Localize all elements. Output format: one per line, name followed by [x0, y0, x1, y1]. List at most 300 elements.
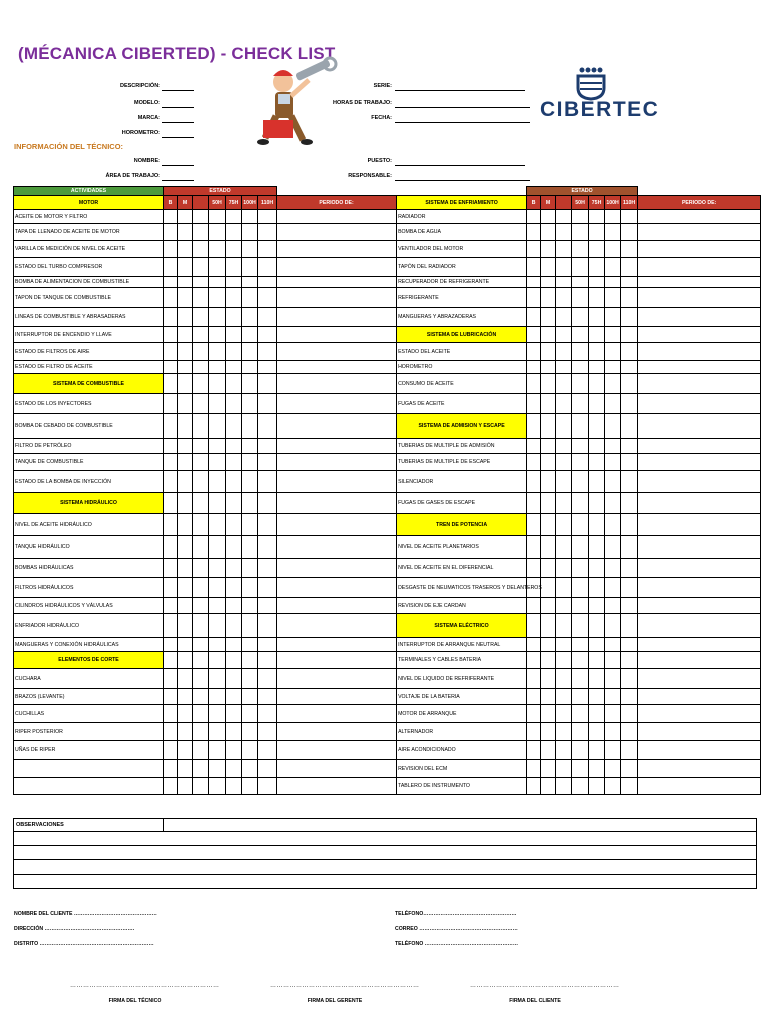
- right-check-cell[interactable]: [638, 514, 761, 536]
- left-check-cell[interactable]: [193, 210, 209, 224]
- right-check-cell[interactable]: [638, 638, 761, 652]
- left-check-cell[interactable]: [164, 361, 178, 374]
- right-check-cell[interactable]: [621, 343, 638, 361]
- right-check-cell[interactable]: [541, 705, 556, 723]
- right-check-cell[interactable]: [605, 493, 621, 514]
- right-check-cell[interactable]: [572, 327, 589, 343]
- client-nombre[interactable]: NOMBRE DEL CLIENTE …………………………………………: [14, 911, 157, 917]
- right-check-cell[interactable]: [638, 414, 761, 439]
- right-check-cell[interactable]: [527, 327, 541, 343]
- right-check-cell[interactable]: [638, 669, 761, 689]
- horas-trabajo-field[interactable]: [395, 100, 530, 108]
- right-check-cell[interactable]: [527, 514, 541, 536]
- left-check-cell[interactable]: [164, 741, 178, 760]
- right-check-cell[interactable]: [527, 361, 541, 374]
- right-check-cell[interactable]: [556, 514, 572, 536]
- right-check-cell[interactable]: [605, 439, 621, 454]
- right-check-cell[interactable]: [638, 578, 761, 598]
- right-check-cell[interactable]: [638, 723, 761, 741]
- left-check-cell[interactable]: [226, 559, 242, 578]
- left-check-cell[interactable]: [277, 669, 397, 689]
- right-check-cell[interactable]: [572, 374, 589, 394]
- left-check-cell[interactable]: [258, 394, 277, 414]
- right-check-cell[interactable]: [589, 374, 605, 394]
- left-check-cell[interactable]: [277, 536, 397, 559]
- left-check-cell[interactable]: [242, 288, 258, 308]
- left-check-cell[interactable]: [178, 598, 193, 614]
- left-check-cell[interactable]: [209, 514, 226, 536]
- left-check-cell[interactable]: [164, 414, 178, 439]
- right-check-cell[interactable]: [556, 760, 572, 778]
- left-check-cell[interactable]: [258, 514, 277, 536]
- left-check-cell[interactable]: [164, 652, 178, 669]
- right-check-cell[interactable]: [556, 723, 572, 741]
- right-check-cell[interactable]: [638, 559, 761, 578]
- left-check-cell[interactable]: [164, 669, 178, 689]
- right-check-cell[interactable]: [527, 741, 541, 760]
- left-check-cell[interactable]: [209, 343, 226, 361]
- right-check-cell[interactable]: [605, 308, 621, 327]
- right-check-cell[interactable]: [556, 361, 572, 374]
- left-check-cell[interactable]: [209, 652, 226, 669]
- right-check-cell[interactable]: [556, 638, 572, 652]
- right-check-cell[interactable]: [541, 308, 556, 327]
- left-check-cell[interactable]: [242, 374, 258, 394]
- left-check-cell[interactable]: [242, 493, 258, 514]
- right-check-cell[interactable]: [621, 414, 638, 439]
- left-check-cell[interactable]: [242, 778, 258, 795]
- left-check-cell[interactable]: [258, 288, 277, 308]
- left-check-cell[interactable]: [209, 705, 226, 723]
- right-check-cell[interactable]: [621, 471, 638, 493]
- left-check-cell[interactable]: [226, 454, 242, 471]
- left-check-cell[interactable]: [226, 414, 242, 439]
- left-check-cell[interactable]: [193, 741, 209, 760]
- right-check-cell[interactable]: [556, 439, 572, 454]
- left-check-cell[interactable]: [193, 288, 209, 308]
- right-check-cell[interactable]: [605, 258, 621, 277]
- left-check-cell[interactable]: [258, 361, 277, 374]
- right-check-cell[interactable]: [572, 638, 589, 652]
- right-check-cell[interactable]: [556, 288, 572, 308]
- right-check-cell[interactable]: [605, 669, 621, 689]
- left-check-cell[interactable]: [209, 778, 226, 795]
- right-check-cell[interactable]: [527, 414, 541, 439]
- right-check-cell[interactable]: [638, 288, 761, 308]
- left-check-cell[interactable]: [164, 210, 178, 224]
- left-check-cell[interactable]: [209, 394, 226, 414]
- right-check-cell[interactable]: [638, 361, 761, 374]
- left-check-cell[interactable]: [242, 439, 258, 454]
- left-check-cell[interactable]: [178, 241, 193, 258]
- left-check-cell[interactable]: [193, 638, 209, 652]
- left-check-cell[interactable]: [178, 578, 193, 598]
- left-check-cell[interactable]: [258, 638, 277, 652]
- right-check-cell[interactable]: [605, 414, 621, 439]
- left-check-cell[interactable]: [258, 669, 277, 689]
- right-check-cell[interactable]: [638, 327, 761, 343]
- left-check-cell[interactable]: [226, 224, 242, 241]
- right-check-cell[interactable]: [621, 394, 638, 414]
- right-check-cell[interactable]: [621, 778, 638, 795]
- right-check-cell[interactable]: [621, 308, 638, 327]
- left-check-cell[interactable]: [164, 439, 178, 454]
- right-check-cell[interactable]: [556, 669, 572, 689]
- left-check-cell[interactable]: [226, 361, 242, 374]
- left-check-cell[interactable]: [209, 308, 226, 327]
- left-check-cell[interactable]: [193, 224, 209, 241]
- right-check-cell[interactable]: [572, 493, 589, 514]
- left-check-cell[interactable]: [164, 224, 178, 241]
- left-check-cell[interactable]: [258, 614, 277, 638]
- left-check-cell[interactable]: [242, 454, 258, 471]
- signature-line-tecnico[interactable]: ……………………………………………………………: [70, 983, 220, 989]
- right-check-cell[interactable]: [605, 454, 621, 471]
- left-check-cell[interactable]: [277, 638, 397, 652]
- left-check-cell[interactable]: [164, 493, 178, 514]
- right-check-cell[interactable]: [527, 778, 541, 795]
- left-check-cell[interactable]: [226, 778, 242, 795]
- right-check-cell[interactable]: [589, 394, 605, 414]
- right-check-cell[interactable]: [589, 536, 605, 559]
- right-check-cell[interactable]: [572, 614, 589, 638]
- right-check-cell[interactable]: [541, 652, 556, 669]
- left-check-cell[interactable]: [242, 361, 258, 374]
- left-check-cell[interactable]: [178, 439, 193, 454]
- left-check-cell[interactable]: [226, 374, 242, 394]
- left-check-cell[interactable]: [209, 559, 226, 578]
- right-check-cell[interactable]: [589, 288, 605, 308]
- left-check-cell[interactable]: [242, 308, 258, 327]
- left-check-cell[interactable]: [226, 598, 242, 614]
- left-check-cell[interactable]: [209, 689, 226, 705]
- left-check-cell[interactable]: [193, 598, 209, 614]
- left-check-cell[interactable]: [277, 308, 397, 327]
- left-check-cell[interactable]: [178, 741, 193, 760]
- left-check-cell[interactable]: [209, 614, 226, 638]
- left-check-cell[interactable]: [258, 778, 277, 795]
- left-check-cell[interactable]: [178, 723, 193, 741]
- left-check-cell[interactable]: [258, 652, 277, 669]
- left-check-cell[interactable]: [178, 454, 193, 471]
- left-check-cell[interactable]: [258, 723, 277, 741]
- left-check-cell[interactable]: [193, 394, 209, 414]
- right-check-cell[interactable]: [605, 536, 621, 559]
- left-check-cell[interactable]: [209, 598, 226, 614]
- right-check-cell[interactable]: [572, 394, 589, 414]
- right-check-cell[interactable]: [605, 598, 621, 614]
- right-check-cell[interactable]: [638, 258, 761, 277]
- right-check-cell[interactable]: [638, 652, 761, 669]
- right-check-cell[interactable]: [527, 536, 541, 559]
- left-check-cell[interactable]: [178, 614, 193, 638]
- puesto-field[interactable]: [395, 158, 525, 166]
- right-check-cell[interactable]: [638, 760, 761, 778]
- right-check-cell[interactable]: [527, 439, 541, 454]
- right-check-cell[interactable]: [605, 689, 621, 705]
- right-check-cell[interactable]: [541, 471, 556, 493]
- left-check-cell[interactable]: [258, 471, 277, 493]
- right-check-cell[interactable]: [527, 308, 541, 327]
- left-check-cell[interactable]: [277, 258, 397, 277]
- client-telefono-2[interactable]: TELÉFONO ………………………………………………: [395, 941, 519, 947]
- right-check-cell[interactable]: [638, 308, 761, 327]
- left-check-cell[interactable]: [164, 760, 178, 778]
- signature-line-cliente[interactable]: ……………………………………………………………: [470, 983, 620, 989]
- left-check-cell[interactable]: [258, 277, 277, 288]
- right-check-cell[interactable]: [589, 741, 605, 760]
- left-check-cell[interactable]: [242, 224, 258, 241]
- left-check-cell[interactable]: [277, 277, 397, 288]
- left-check-cell[interactable]: [242, 327, 258, 343]
- right-check-cell[interactable]: [556, 778, 572, 795]
- left-check-cell[interactable]: [258, 705, 277, 723]
- left-check-cell[interactable]: [277, 514, 397, 536]
- descripcion-field[interactable]: [162, 83, 194, 91]
- right-check-cell[interactable]: [638, 778, 761, 795]
- left-check-cell[interactable]: [164, 723, 178, 741]
- right-check-cell[interactable]: [638, 689, 761, 705]
- left-check-cell[interactable]: [277, 361, 397, 374]
- left-check-cell[interactable]: [258, 327, 277, 343]
- right-check-cell[interactable]: [589, 514, 605, 536]
- right-check-cell[interactable]: [621, 723, 638, 741]
- right-check-cell[interactable]: [527, 241, 541, 258]
- right-check-cell[interactable]: [621, 439, 638, 454]
- right-check-cell[interactable]: [572, 414, 589, 439]
- right-check-cell[interactable]: [572, 689, 589, 705]
- right-check-cell[interactable]: [589, 598, 605, 614]
- left-check-cell[interactable]: [258, 689, 277, 705]
- left-check-cell[interactable]: [178, 361, 193, 374]
- left-check-cell[interactable]: [277, 414, 397, 439]
- left-check-cell[interactable]: [242, 705, 258, 723]
- right-check-cell[interactable]: [589, 224, 605, 241]
- observaciones-line-1[interactable]: [14, 832, 757, 846]
- left-check-cell[interactable]: [178, 224, 193, 241]
- left-check-cell[interactable]: [178, 343, 193, 361]
- left-check-cell[interactable]: [164, 308, 178, 327]
- right-check-cell[interactable]: [589, 614, 605, 638]
- left-check-cell[interactable]: [178, 394, 193, 414]
- right-check-cell[interactable]: [605, 741, 621, 760]
- right-check-cell[interactable]: [638, 241, 761, 258]
- right-check-cell[interactable]: [589, 439, 605, 454]
- left-check-cell[interactable]: [209, 760, 226, 778]
- right-check-cell[interactable]: [605, 210, 621, 224]
- left-check-cell[interactable]: [164, 288, 178, 308]
- left-check-cell[interactable]: [226, 689, 242, 705]
- left-check-cell[interactable]: [193, 652, 209, 669]
- right-check-cell[interactable]: [572, 241, 589, 258]
- client-correo[interactable]: CORREO …………………………………………………: [395, 926, 518, 932]
- right-check-cell[interactable]: [638, 493, 761, 514]
- left-check-cell[interactable]: [258, 741, 277, 760]
- nombre-field[interactable]: [162, 158, 194, 166]
- right-check-cell[interactable]: [605, 652, 621, 669]
- right-check-cell[interactable]: [605, 559, 621, 578]
- left-check-cell[interactable]: [226, 614, 242, 638]
- right-check-cell[interactable]: [541, 614, 556, 638]
- left-check-cell[interactable]: [193, 343, 209, 361]
- right-check-cell[interactable]: [621, 210, 638, 224]
- left-check-cell[interactable]: [277, 241, 397, 258]
- right-check-cell[interactable]: [556, 308, 572, 327]
- right-check-cell[interactable]: [572, 277, 589, 288]
- left-check-cell[interactable]: [178, 471, 193, 493]
- right-check-cell[interactable]: [556, 454, 572, 471]
- left-check-cell[interactable]: [193, 559, 209, 578]
- left-check-cell[interactable]: [242, 241, 258, 258]
- right-check-cell[interactable]: [605, 241, 621, 258]
- right-check-cell[interactable]: [589, 705, 605, 723]
- right-check-cell[interactable]: [621, 514, 638, 536]
- right-check-cell[interactable]: [621, 288, 638, 308]
- left-check-cell[interactable]: [193, 578, 209, 598]
- right-check-cell[interactable]: [572, 288, 589, 308]
- right-check-cell[interactable]: [605, 723, 621, 741]
- left-check-cell[interactable]: [242, 578, 258, 598]
- right-check-cell[interactable]: [638, 343, 761, 361]
- right-check-cell[interactable]: [556, 493, 572, 514]
- right-check-cell[interactable]: [541, 343, 556, 361]
- right-check-cell[interactable]: [572, 343, 589, 361]
- left-check-cell[interactable]: [242, 559, 258, 578]
- right-check-cell[interactable]: [527, 493, 541, 514]
- left-check-cell[interactable]: [277, 327, 397, 343]
- left-check-cell[interactable]: [277, 741, 397, 760]
- right-check-cell[interactable]: [605, 343, 621, 361]
- right-check-cell[interactable]: [572, 361, 589, 374]
- left-check-cell[interactable]: [178, 493, 193, 514]
- right-check-cell[interactable]: [621, 277, 638, 288]
- right-check-cell[interactable]: [621, 241, 638, 258]
- left-check-cell[interactable]: [164, 258, 178, 277]
- right-check-cell[interactable]: [621, 705, 638, 723]
- right-check-cell[interactable]: [556, 241, 572, 258]
- left-check-cell[interactable]: [242, 343, 258, 361]
- left-check-cell[interactable]: [242, 277, 258, 288]
- right-check-cell[interactable]: [638, 210, 761, 224]
- left-check-cell[interactable]: [226, 210, 242, 224]
- right-check-cell[interactable]: [527, 258, 541, 277]
- left-check-cell[interactable]: [164, 689, 178, 705]
- left-check-cell[interactable]: [178, 536, 193, 559]
- right-check-cell[interactable]: [621, 493, 638, 514]
- right-check-cell[interactable]: [638, 598, 761, 614]
- right-check-cell[interactable]: [572, 308, 589, 327]
- right-check-cell[interactable]: [541, 559, 556, 578]
- right-check-cell[interactable]: [605, 760, 621, 778]
- right-check-cell[interactable]: [589, 277, 605, 288]
- right-check-cell[interactable]: [527, 598, 541, 614]
- right-check-cell[interactable]: [572, 514, 589, 536]
- right-check-cell[interactable]: [556, 343, 572, 361]
- left-check-cell[interactable]: [209, 638, 226, 652]
- left-check-cell[interactable]: [178, 414, 193, 439]
- left-check-cell[interactable]: [164, 578, 178, 598]
- left-check-cell[interactable]: [164, 374, 178, 394]
- right-check-cell[interactable]: [589, 689, 605, 705]
- left-check-cell[interactable]: [226, 471, 242, 493]
- right-check-cell[interactable]: [541, 669, 556, 689]
- right-check-cell[interactable]: [541, 760, 556, 778]
- client-telefono-1[interactable]: TELÉFONO………………………………………………: [395, 911, 517, 917]
- right-check-cell[interactable]: [621, 689, 638, 705]
- right-check-cell[interactable]: [556, 414, 572, 439]
- right-check-cell[interactable]: [556, 652, 572, 669]
- right-check-cell[interactable]: [621, 536, 638, 559]
- right-check-cell[interactable]: [621, 741, 638, 760]
- left-check-cell[interactable]: [178, 705, 193, 723]
- left-check-cell[interactable]: [258, 578, 277, 598]
- right-check-cell[interactable]: [572, 723, 589, 741]
- right-check-cell[interactable]: [541, 723, 556, 741]
- left-check-cell[interactable]: [193, 308, 209, 327]
- right-check-cell[interactable]: [572, 454, 589, 471]
- observaciones-line-2[interactable]: [14, 846, 757, 860]
- right-check-cell[interactable]: [572, 652, 589, 669]
- right-check-cell[interactable]: [556, 689, 572, 705]
- right-check-cell[interactable]: [605, 361, 621, 374]
- left-check-cell[interactable]: [242, 760, 258, 778]
- right-check-cell[interactable]: [541, 258, 556, 277]
- right-check-cell[interactable]: [541, 536, 556, 559]
- right-check-cell[interactable]: [589, 327, 605, 343]
- right-check-cell[interactable]: [589, 343, 605, 361]
- right-check-cell[interactable]: [621, 638, 638, 652]
- left-check-cell[interactable]: [258, 374, 277, 394]
- right-check-cell[interactable]: [621, 258, 638, 277]
- right-check-cell[interactable]: [638, 277, 761, 288]
- right-check-cell[interactable]: [589, 723, 605, 741]
- left-check-cell[interactable]: [193, 760, 209, 778]
- right-check-cell[interactable]: [527, 723, 541, 741]
- right-check-cell[interactable]: [589, 210, 605, 224]
- left-check-cell[interactable]: [277, 471, 397, 493]
- left-check-cell[interactable]: [164, 343, 178, 361]
- left-check-cell[interactable]: [277, 652, 397, 669]
- left-check-cell[interactable]: [164, 638, 178, 652]
- right-check-cell[interactable]: [556, 394, 572, 414]
- right-check-cell[interactable]: [541, 288, 556, 308]
- right-check-cell[interactable]: [527, 638, 541, 652]
- right-check-cell[interactable]: [556, 741, 572, 760]
- right-check-cell[interactable]: [589, 559, 605, 578]
- right-check-cell[interactable]: [621, 454, 638, 471]
- right-check-cell[interactable]: [556, 536, 572, 559]
- right-check-cell[interactable]: [621, 760, 638, 778]
- left-check-cell[interactable]: [242, 536, 258, 559]
- marca-field[interactable]: [162, 115, 194, 123]
- observaciones-field[interactable]: [164, 819, 757, 832]
- right-check-cell[interactable]: [556, 705, 572, 723]
- left-check-cell[interactable]: [209, 578, 226, 598]
- left-check-cell[interactable]: [193, 669, 209, 689]
- left-check-cell[interactable]: [226, 343, 242, 361]
- left-check-cell[interactable]: [209, 224, 226, 241]
- right-check-cell[interactable]: [541, 778, 556, 795]
- right-check-cell[interactable]: [527, 454, 541, 471]
- left-check-cell[interactable]: [242, 689, 258, 705]
- right-check-cell[interactable]: [589, 493, 605, 514]
- left-check-cell[interactable]: [178, 288, 193, 308]
- left-check-cell[interactable]: [209, 361, 226, 374]
- right-check-cell[interactable]: [556, 578, 572, 598]
- left-check-cell[interactable]: [193, 361, 209, 374]
- right-check-cell[interactable]: [589, 760, 605, 778]
- right-check-cell[interactable]: [527, 559, 541, 578]
